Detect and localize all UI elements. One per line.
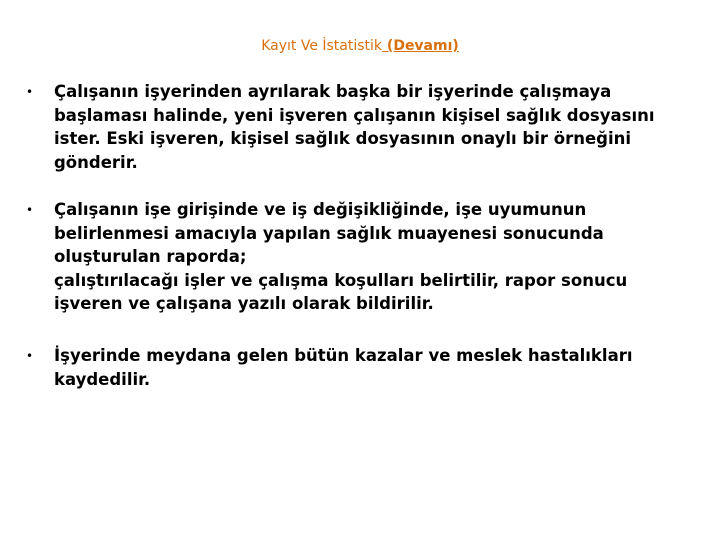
bullet-dot-icon: • bbox=[26, 349, 34, 363]
bullet-text bbox=[54, 80, 704, 174]
bullet-dot-icon: • bbox=[26, 203, 34, 217]
title-main: Kayıt Ve İstatistik bbox=[261, 38, 383, 54]
title-sub: (Devamı) bbox=[382, 38, 459, 54]
bullet-line: Çalışanın işe girişinde ve iş değişikliğinde, işe uyumunun bbox=[54, 200, 587, 219]
bullet-line: belirlenmesi amacıyla yapılan sağlık muayenesi sonucunda bbox=[54, 223, 604, 243]
bullet-line: kaydedilir. bbox=[54, 369, 151, 389]
bullet-text bbox=[54, 344, 704, 391]
bullet-line: ister. Eski işveren, kişisel sağlık dosyasının onaylı bir örneğini bbox=[54, 129, 632, 148]
bullet-line: İşyerinde meydana gelen bütün kazalar ve meslek hastalıkları bbox=[54, 346, 633, 365]
bullet-text bbox=[54, 198, 704, 316]
bullet-dot-icon: • bbox=[26, 85, 34, 99]
bullet-line: gönderir. bbox=[54, 152, 138, 172]
bullet-line: işveren ve çalışana yazılı olarak bildirilir. bbox=[54, 294, 434, 313]
bullet-line: başlaması halinde, yeni işveren çalışanın kişisel sağlık dosyasını bbox=[54, 105, 655, 125]
bullet-line: Çalışanın işyerinden ayrılarak başka bir işyerinde çalışmaya bbox=[54, 82, 612, 101]
bullet-line: çalıştırılacağı işler ve çalışma koşulları belirtilir, rapor sonucu bbox=[54, 270, 628, 290]
slide-title bbox=[0, 36, 720, 56]
bullet-line: oluşturulan raporda; bbox=[54, 247, 247, 266]
